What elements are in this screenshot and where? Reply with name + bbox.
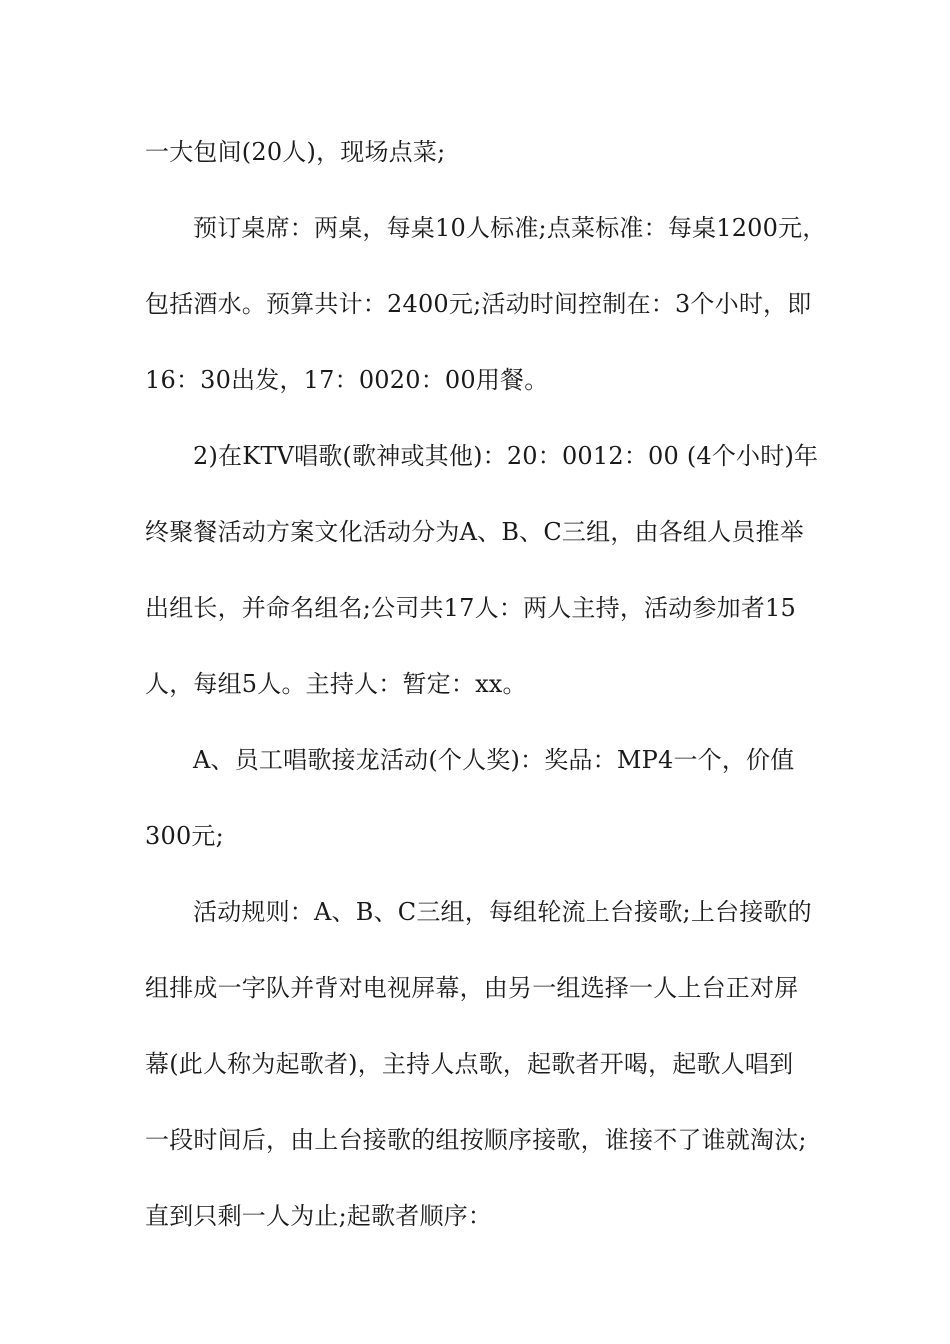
- text-line: 人，每组5人。主持人：暂定：xx。: [145, 670, 527, 698]
- text-line: 包括酒水。预算共计：2400元;活动时间控制在：3个小时，即: [145, 290, 812, 318]
- text-line: 16：30出发，17：0020：00用餐。: [145, 366, 549, 394]
- text-line: 一大包间(20人)，现场点菜;: [145, 138, 446, 166]
- text-line: 预订桌席：两桌，每桌10人标准;点菜标准：每桌1200元，: [193, 214, 827, 242]
- text-line: 300元;: [145, 822, 224, 850]
- text-line: 组排成一字队并背对电视屏幕，由另一组选择一人上台正对屏: [145, 974, 799, 1002]
- text-line: 幕(此人称为起歌者)，主持人点歌，起歌者开喝，起歌人唱到: [145, 1050, 794, 1078]
- document-body: [145, 128, 827, 1268]
- text-line: A、员工唱歌接龙活动(个人奖)：奖品：MP4一个，价值: [193, 746, 795, 774]
- text-line: 活动规则：A、B、C三组，每组轮流上台接歌;上台接歌的: [193, 898, 812, 926]
- text-line: 2)在KTV唱歌(歌神或其他)：20：0012：00 (4个小时)年: [193, 442, 819, 470]
- text-line: 一段时间后，由上台接歌的组按顺序接歌，谁接不了谁就淘汰;: [145, 1126, 807, 1154]
- text-line: 终聚餐活动方案文化活动分为A、B、C三组，由各组人员推举: [145, 518, 804, 546]
- text-line: 直到只剩一人为止;起歌者顺序：: [145, 1202, 493, 1230]
- text-line: 出组长，并命名组名;公司共17人：两人主持，活动参加者15: [145, 594, 796, 622]
